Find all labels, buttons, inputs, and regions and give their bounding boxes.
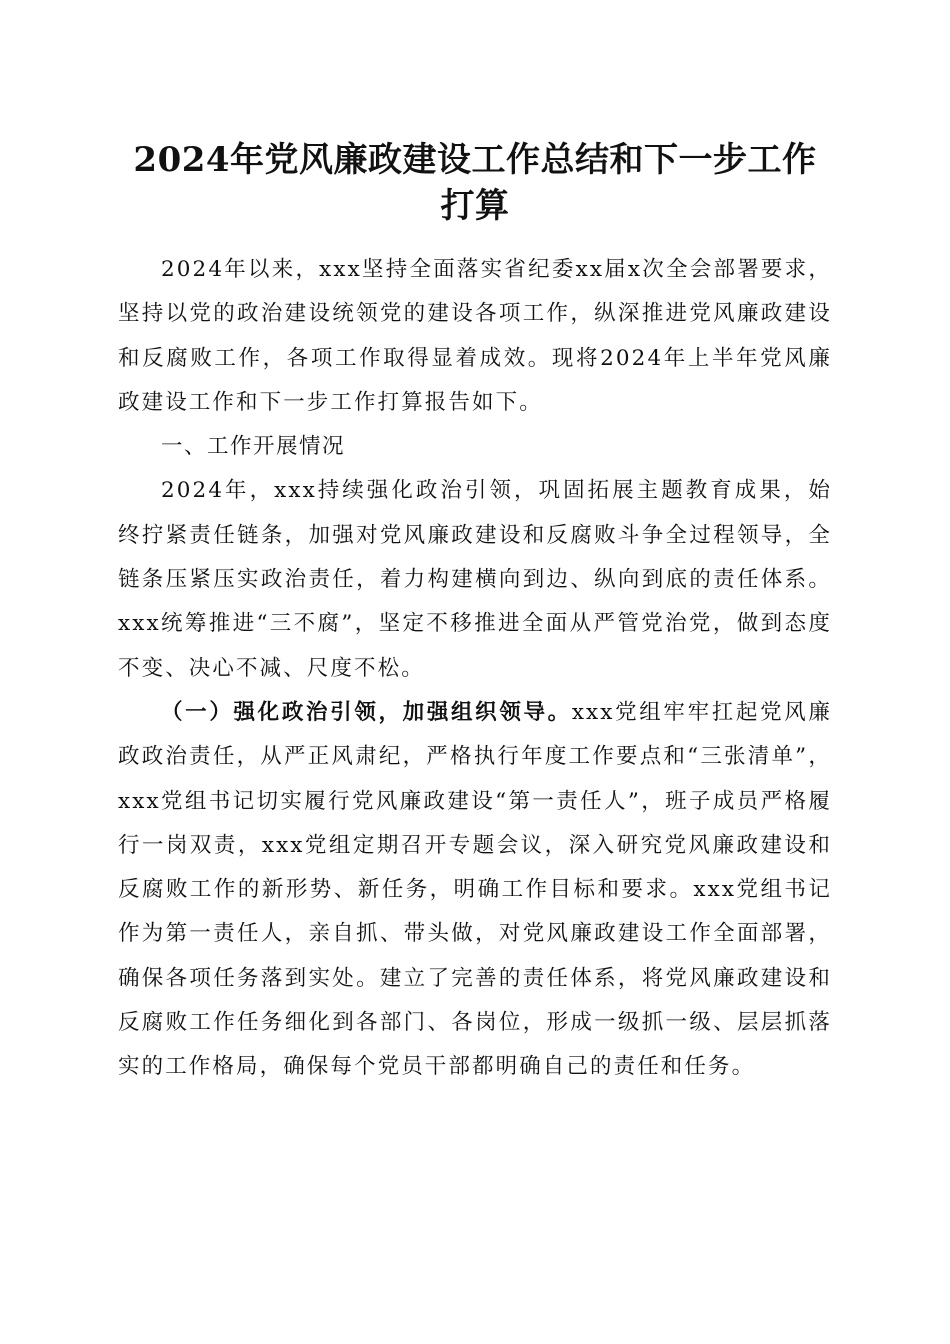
document-title-line-1: 2024年党风廉政建设工作总结和下一步工作	[133, 140, 817, 180]
subsection-1-lead: （一）强化政治引领，加强组织领导。	[161, 699, 572, 725]
subsection-1-body: xxx党组牢牢扛起党风廉政政治责任，从严正风肃纪，严格执行年度工作要点和“三张清单”，xxx党组书记切实履行党风廉政建设“第一责任人”，班子成员严格履行一岗双责，xxx党组定期召开专题会议，深入研究党风廉政建设和反腐败工作的新形势、新任务，明确工作目标和要求。xxx党组书记作为第一责任人，亲自抓、带头做，对党风廉政建设工作全面部署，确保各项任务落到实处。建立了完善的责任体系，将党风廉政建设和反腐败工作任务细化到各部门、各岗位，形成一级抓一级、层层抓落实的工作格局，确保每个党员干部都明确自己的责任和任务。	[118, 699, 832, 1080]
subsection-1-paragraph	[118, 691, 832, 1090]
document-title	[118, 137, 832, 229]
section-heading-work-progress: 一、工作开展情况	[161, 434, 346, 460]
section-1-paragraph: 2024年，xxx持续强化政治引领，巩固拓展主题教育成果，始终拧紧责任链条，加强对党风廉政建设和反腐败斗争全过程领导，全链条压紧压实政治责任，着力构建横向到边、纵向到底的责任体系。xxx统筹推进“三不腐”，坚定不移推进全面从严管党治党，做到态度不变、决心不减、尺度不松。	[118, 478, 832, 681]
document-body	[118, 248, 832, 1090]
intro-paragraph: 2024年以来，xxx坚持全面落实省纪委xx届x次全会部署要求，坚持以党的政治建设统领党的建设各项工作，纵深推进党风廉政建设和反腐败工作，各项工作取得显着成效。现将2024年上半年党风廉政建设工作和下一步工作打算报告如下。	[118, 257, 832, 415]
document-title-line-2: 打算	[440, 186, 510, 226]
